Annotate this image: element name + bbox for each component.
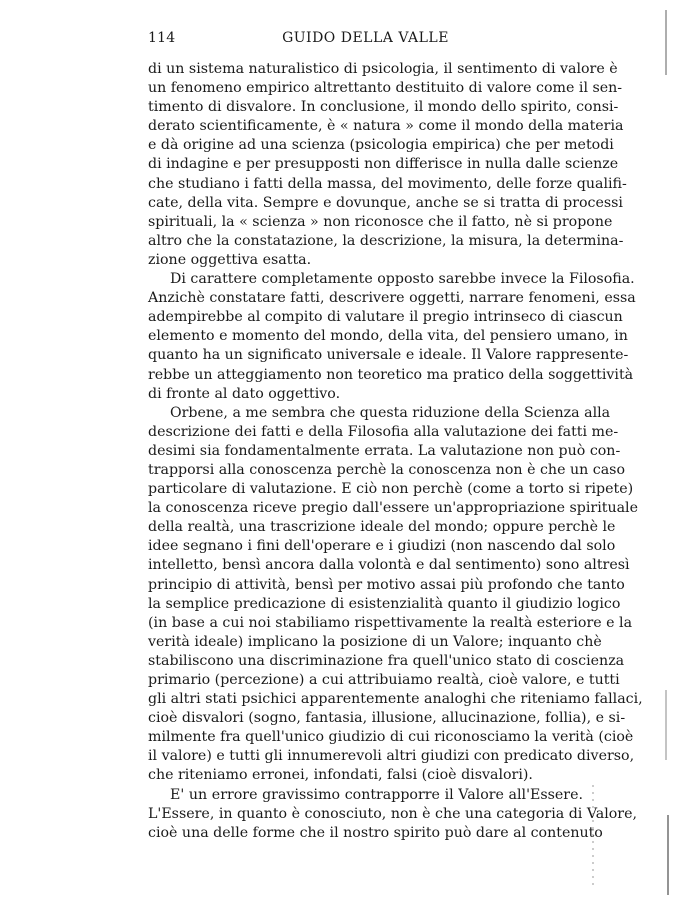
text-line: della realtà, una trascrizione ideale del mondo; oppure perchè le	[148, 519, 616, 536]
text-line: (in base a cui noi stabiliamo rispettivamente la realtà esteriore e la	[148, 614, 633, 631]
text-line: la conoscenza riceve pregio dall'essere un'appropriazione spirituale	[148, 500, 638, 517]
text-line: trapporsi alla conoscenza perchè la conoscenza non è che un caso	[148, 461, 625, 478]
text-line: elemento e momento del mondo, della vita, del pensiero umano, in	[148, 328, 628, 345]
text-line: il valore) e tutti gli innumerevoli altri giudizi con predicato diverso,	[148, 748, 635, 765]
text-line: desimi sia fondamentalmente errata. La valutazione non può con-	[148, 442, 621, 459]
text-line: un fenomeno empirico altrettanto destituito di valore come il sen-	[148, 80, 623, 97]
text-line: principio di attività, bensì per motivo assai più profondo che tanto	[148, 576, 625, 593]
text-line: cioè una delle forme che il nostro spirito può dare al contenuto	[148, 824, 603, 841]
text-line: la semplice predicazione di esistenzialità quanto il giudizio logico	[148, 595, 621, 612]
text-line: spirituali, la « scienza » non riconosce che il fatto, nè si propone	[148, 213, 613, 230]
text-line: stabiliscono una discriminazione fra quell'unico stato di coscienza	[148, 652, 625, 669]
text-line: Orbene, a me sembra che questa riduzione della Scienza alla	[170, 404, 611, 421]
running-head: GUIDO DELLA VALLE	[282, 30, 449, 46]
text-line: descrizione dei fatti e della Filosofia alla valutazione dei fatti me-	[148, 423, 619, 440]
text-line: di indagine e per presupposti non differisce in nulla dalle scienze	[148, 156, 619, 173]
text-line: Anzichè constatare fatti, descrivere oggetti, narrare fenomeni, essa	[148, 290, 636, 307]
text-line: derato scientificamente, è « natura » come il mondo della materia	[148, 118, 624, 135]
text-line: di fronte al dato oggettivo.	[148, 385, 341, 402]
text-line: verità ideale) implicano la posizione di un Valore; inquanto chè	[148, 633, 602, 650]
text-line: cioè disvalori (sogno, fantasia, illusione, allucinazione, follia), e si-	[148, 710, 626, 727]
text-line: rebbe un atteggiamento non teoretico ma pratico della soggettività	[148, 366, 634, 383]
text-line: adempirebbe al compito di valutare il pregio intrinseco di ciascun	[148, 309, 623, 326]
page-number: 114	[148, 30, 176, 46]
text-line: quanto ha un significato universale e ideale. Il Valore rappresente-	[148, 347, 629, 364]
text-line: primario (percezione) a cui attribuiamo realtà, cioè valore, e tutti	[148, 672, 620, 688]
text-line: particolare di valutazione. E ciò non perchè (come a torto si ripete)	[148, 481, 634, 498]
text-line: gli altri stati psichici apparentemente analoghi che riteniamo fallaci,	[148, 691, 643, 708]
text-line: che studiano i fatti della massa, del movimento, delle forze qualifi-	[148, 175, 627, 192]
text-line: cate, della vita. Sempre e dovunque, anche se si tratta di processi	[148, 194, 623, 211]
text-line: idee segnano i fini dell'operare e i giudizi (non nascendo dal solo	[148, 538, 616, 555]
text-line: timento di disvalore. In conclusione, il mondo dello spirito, consi-	[148, 99, 619, 116]
text-line: zione oggettiva esatta.	[148, 251, 312, 268]
text-line: Di carattere completamente opposto sarebbe invece la Filosofia.	[170, 271, 635, 288]
text-line: E' un errore gravissimo contrapporre il Valore all'Essere.	[170, 786, 583, 803]
text-line: intelletto, bensì ancora dalla volontà e dal sentimento) sono altresì	[148, 557, 630, 574]
text-line: altro che la constatazione, la descrizione, la misura, la determina-	[148, 232, 624, 249]
text-line: L'Essere, in quanto è conosciuto, non è che una categoria di Valore,	[148, 805, 637, 822]
text-line: che riteniamo erronei, infondati, falsi (cioè disvalori).	[148, 767, 533, 784]
text-line: di un sistema naturalistico di psicologia, il sentimento di valore è	[148, 61, 618, 77]
text-line: milmente fra quell'unico giudizio di cui riconosciamo la verità (cioè	[148, 729, 634, 746]
text-line: e dà origine ad una scienza (psicologia empirica) che per metodi	[148, 137, 614, 154]
